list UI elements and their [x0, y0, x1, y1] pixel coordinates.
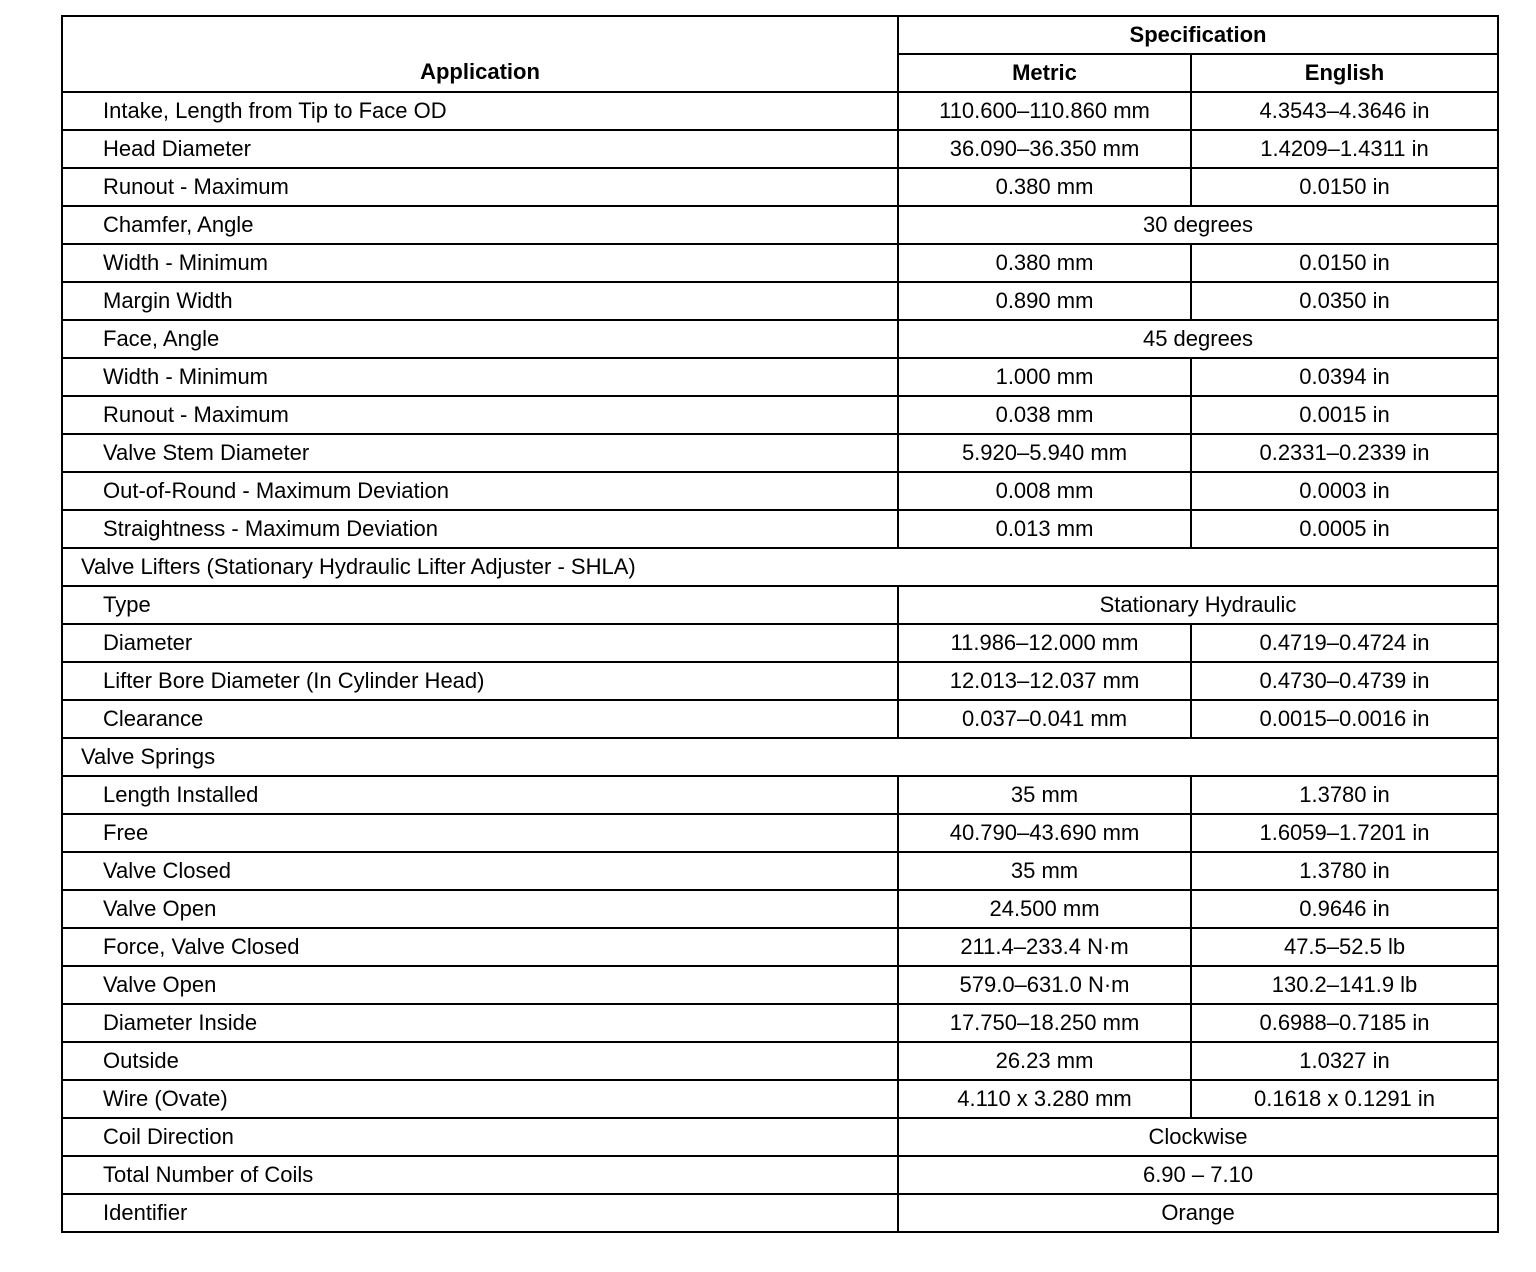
table-row	[62, 738, 1498, 776]
row-label: Wire (Ovate)	[62, 1080, 898, 1118]
table-row	[62, 700, 1498, 738]
metric-value: 17.750–18.250 mm	[898, 1004, 1191, 1042]
metric-value: 0.038 mm	[898, 396, 1191, 434]
merged-spec-value: Stationary Hydraulic	[898, 586, 1498, 624]
row-label: Head Diameter	[62, 130, 898, 168]
row-label: Diameter	[62, 624, 898, 662]
table-row	[62, 510, 1498, 548]
row-label: Diameter Inside	[62, 1004, 898, 1042]
english-value: 0.0350 in	[1191, 282, 1498, 320]
english-value: 130.2–141.9 lb	[1191, 966, 1498, 1004]
row-label: Force, Valve Closed	[62, 928, 898, 966]
metric-value: 35 mm	[898, 776, 1191, 814]
english-value: 0.4719–0.4724 in	[1191, 624, 1498, 662]
table-row	[62, 396, 1498, 434]
row-label: Runout - Maximum	[62, 396, 898, 434]
table-row	[62, 434, 1498, 472]
metric-value: 36.090–36.350 mm	[898, 130, 1191, 168]
english-value: 0.9646 in	[1191, 890, 1498, 928]
metric-header: Metric	[898, 54, 1191, 92]
table-row	[62, 1042, 1498, 1080]
table-row	[62, 320, 1498, 358]
english-value: 1.3780 in	[1191, 852, 1498, 890]
metric-value: 0.013 mm	[898, 510, 1191, 548]
row-label: Valve Closed	[62, 852, 898, 890]
metric-value: 11.986–12.000 mm	[898, 624, 1191, 662]
table-row	[62, 130, 1498, 168]
table-row	[62, 966, 1498, 1004]
header-row-top	[62, 16, 1498, 54]
row-label: Total Number of Coils	[62, 1156, 898, 1194]
spec-table	[61, 15, 1499, 1233]
row-label: Intake, Length from Tip to Face OD	[62, 92, 898, 130]
table-row	[62, 776, 1498, 814]
metric-value: 12.013–12.037 mm	[898, 662, 1191, 700]
merged-spec-value: Clockwise	[898, 1118, 1498, 1156]
english-value: 1.4209–1.4311 in	[1191, 130, 1498, 168]
row-label: Chamfer, Angle	[62, 206, 898, 244]
application-header: Application	[62, 16, 898, 92]
english-value: 0.0005 in	[1191, 510, 1498, 548]
metric-value: 4.110 x 3.280 mm	[898, 1080, 1191, 1118]
row-label: Outside	[62, 1042, 898, 1080]
english-value: 1.0327 in	[1191, 1042, 1498, 1080]
row-label: Valve Open	[62, 966, 898, 1004]
metric-value: 110.600–110.860 mm	[898, 92, 1191, 130]
table-row	[62, 624, 1498, 662]
row-label: Width - Minimum	[62, 244, 898, 282]
table-row	[62, 852, 1498, 890]
table-row	[62, 206, 1498, 244]
english-value: 0.0394 in	[1191, 358, 1498, 396]
metric-value: 0.008 mm	[898, 472, 1191, 510]
row-label: Face, Angle	[62, 320, 898, 358]
row-label: Out-of-Round - Maximum Deviation	[62, 472, 898, 510]
row-label: Runout - Maximum	[62, 168, 898, 206]
metric-value: 0.380 mm	[898, 244, 1191, 282]
row-label: Clearance	[62, 700, 898, 738]
metric-value: 579.0–631.0 N·m	[898, 966, 1191, 1004]
table-row	[62, 890, 1498, 928]
table-row	[62, 1080, 1498, 1118]
english-value: 0.1618 x 0.1291 in	[1191, 1080, 1498, 1118]
row-label: Coil Direction	[62, 1118, 898, 1156]
english-value: 4.3543–4.3646 in	[1191, 92, 1498, 130]
table-row	[62, 358, 1498, 396]
row-label: Width - Minimum	[62, 358, 898, 396]
english-value: 0.0150 in	[1191, 168, 1498, 206]
merged-spec-value: 45 degrees	[898, 320, 1498, 358]
table-row	[62, 92, 1498, 130]
table-body	[62, 92, 1498, 1232]
english-value: 1.3780 in	[1191, 776, 1498, 814]
table-row	[62, 1118, 1498, 1156]
metric-value: 26.23 mm	[898, 1042, 1191, 1080]
table-row	[62, 662, 1498, 700]
table-row	[62, 472, 1498, 510]
english-value: 1.6059–1.7201 in	[1191, 814, 1498, 852]
table-row	[62, 1194, 1498, 1232]
table-row	[62, 168, 1498, 206]
table-row	[62, 1004, 1498, 1042]
english-value: 0.0015–0.0016 in	[1191, 700, 1498, 738]
english-value: 0.4730–0.4739 in	[1191, 662, 1498, 700]
row-label: Straightness - Maximum Deviation	[62, 510, 898, 548]
metric-value: 211.4–233.4 N·m	[898, 928, 1191, 966]
metric-value: 40.790–43.690 mm	[898, 814, 1191, 852]
metric-value: 35 mm	[898, 852, 1191, 890]
section-heading: Valve Lifters (Stationary Hydraulic Lifter Adjuster - SHLA)	[62, 548, 1498, 586]
metric-value: 5.920–5.940 mm	[898, 434, 1191, 472]
table-row	[62, 548, 1498, 586]
row-label: Margin Width	[62, 282, 898, 320]
table-row	[62, 244, 1498, 282]
row-label: Free	[62, 814, 898, 852]
metric-value: 0.890 mm	[898, 282, 1191, 320]
english-header: English	[1191, 54, 1498, 92]
row-label: Valve Stem Diameter	[62, 434, 898, 472]
table-header	[62, 16, 1498, 92]
metric-value: 0.380 mm	[898, 168, 1191, 206]
row-label: Length Installed	[62, 776, 898, 814]
merged-spec-value: 6.90 – 7.10	[898, 1156, 1498, 1194]
table-row	[62, 814, 1498, 852]
table-row	[62, 928, 1498, 966]
row-label: Type	[62, 586, 898, 624]
merged-spec-value: Orange	[898, 1194, 1498, 1232]
english-value: 47.5–52.5 lb	[1191, 928, 1498, 966]
table-row	[62, 282, 1498, 320]
english-value: 0.0015 in	[1191, 396, 1498, 434]
table-row	[62, 586, 1498, 624]
row-label: Lifter Bore Diameter (In Cylinder Head)	[62, 662, 898, 700]
merged-spec-value: 30 degrees	[898, 206, 1498, 244]
metric-value: 24.500 mm	[898, 890, 1191, 928]
table-row	[62, 1156, 1498, 1194]
row-label: Identifier	[62, 1194, 898, 1232]
english-value: 0.6988–0.7185 in	[1191, 1004, 1498, 1042]
english-value: 0.0150 in	[1191, 244, 1498, 282]
row-label: Valve Open	[62, 890, 898, 928]
english-value: 0.0003 in	[1191, 472, 1498, 510]
english-value: 0.2331–0.2339 in	[1191, 434, 1498, 472]
specification-header: Specification	[898, 16, 1498, 54]
metric-value: 0.037–0.041 mm	[898, 700, 1191, 738]
metric-value: 1.000 mm	[898, 358, 1191, 396]
section-heading: Valve Springs	[62, 738, 1498, 776]
